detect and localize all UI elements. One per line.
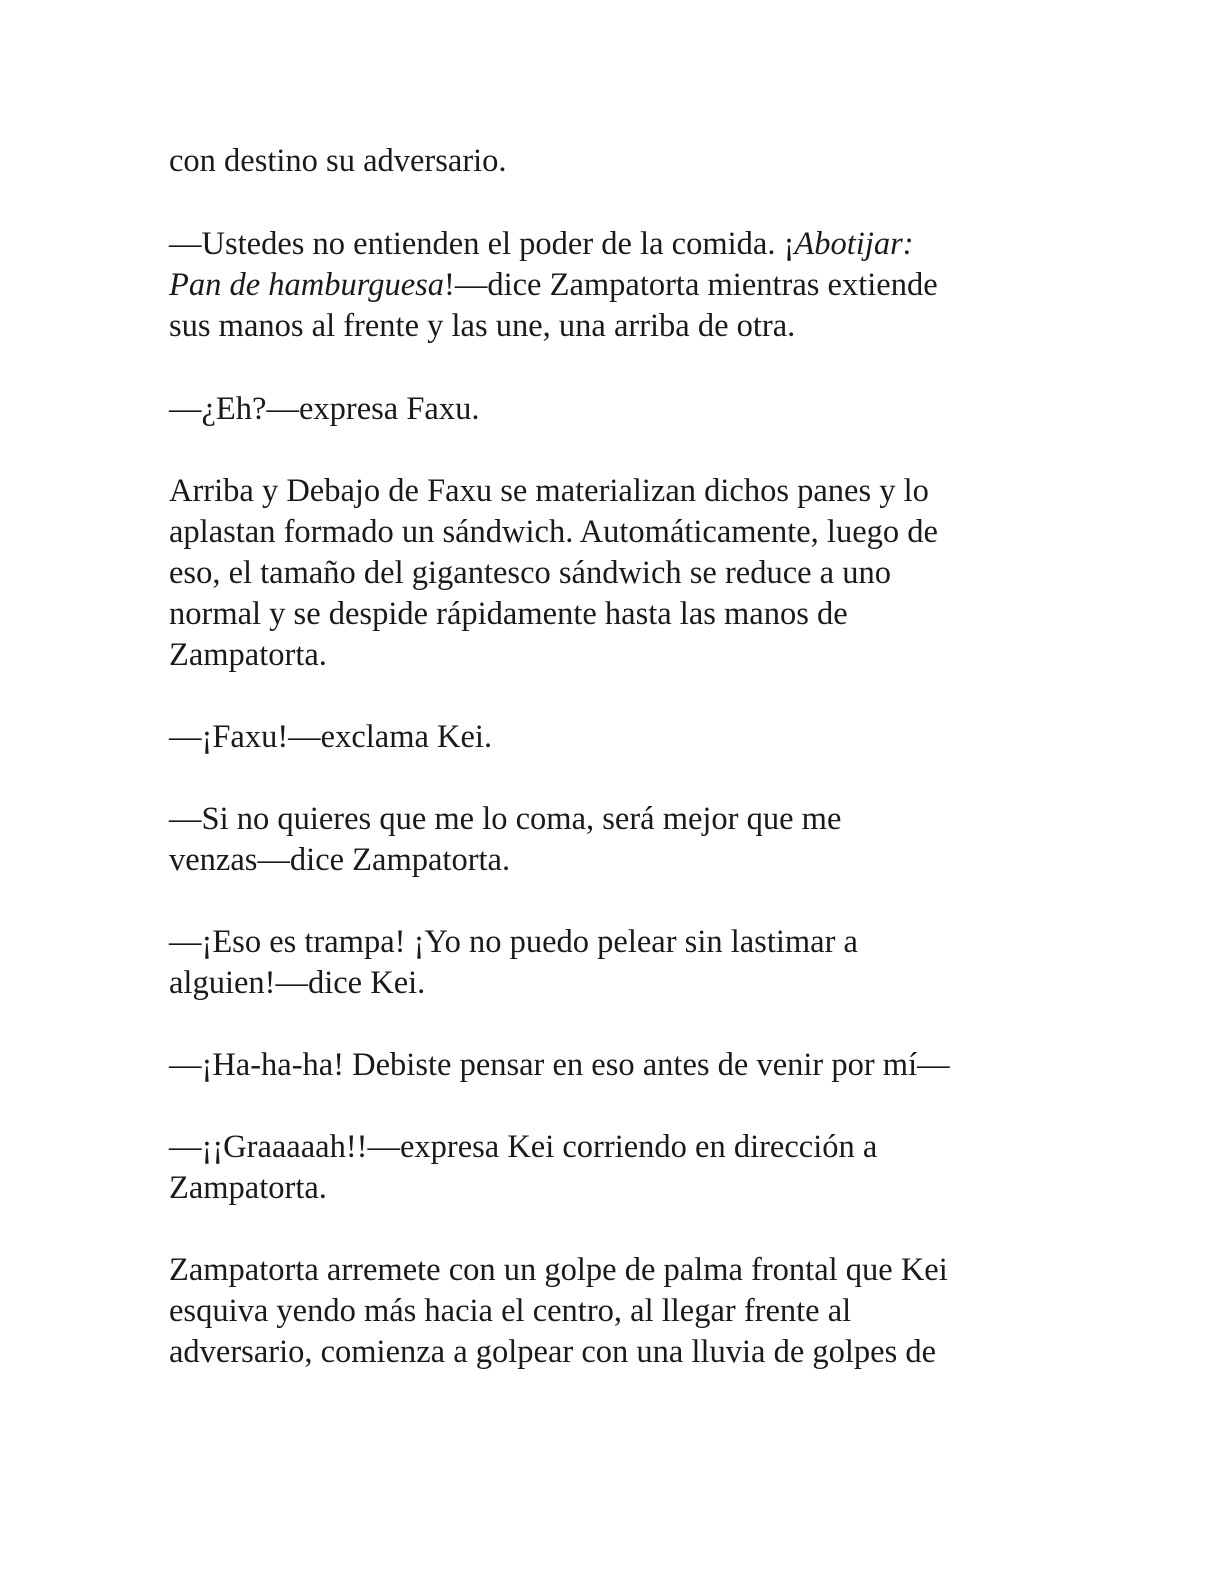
text-line: sus manos al frente y las une, una arriba de otra. [169,308,796,344]
text-line: —Si no quieres que me lo coma, será mejor que me [169,801,842,837]
text-line: —¿Eh?—expresa Faxu. [169,391,480,427]
italic-text-span: Abotijar: [794,226,914,262]
paragraph [169,1250,948,1373]
text-span: !—dice Zampatorta mientras extiende [444,267,938,303]
text-line: venzas—dice Zampatorta. [169,842,511,878]
text-line: —¡Eso es trampa! ¡Yo no puedo pelear sin lastimar a [169,924,858,960]
text-line: —¡Faxu!—exclama Kei. [169,719,493,755]
paragraph [169,224,938,347]
italic-text-span: Pan de hamburguesa [169,267,445,303]
paragraph [169,389,479,430]
text-line: —¡Ha-ha-ha! Debiste pensar en eso antes de venir por mí— [169,1047,950,1083]
text-line: eso, el tamaño del gigantesco sándwich se reduce a uno [169,555,891,591]
text-line: Zampatorta. [169,1170,327,1206]
text-line: esquiva yendo más hacia el centro, al llegar frente al [169,1293,852,1329]
text-line: aplastan formado un sándwich. Automáticamente, luego de [169,514,938,550]
paragraph [169,1127,877,1209]
paragraph [169,922,858,1004]
paragraph [169,471,938,676]
text-line [169,265,938,306]
text-line: alguien!—dice Kei. [169,965,426,1001]
paragraph [169,799,841,881]
text-line: con destino su adversario. [169,143,507,179]
paragraph [169,141,507,182]
text-line: Arriba y Debajo de Faxu se materializan dichos panes y lo [169,473,929,509]
text-line: adversario, comienza a golpear con una lluvia de golpes de [169,1334,937,1370]
text-line: normal y se despide rápidamente hasta las manos de [169,596,848,632]
text-line [169,224,938,265]
paragraph [169,1045,950,1086]
text-line: Zampatorta. [169,637,327,673]
text-line: —¡¡Graaaaah!!—expresa Kei corriendo en dirección a [169,1129,878,1165]
paragraph [169,717,492,758]
text-span: —Ustedes no entienden el poder de la comida. ¡ [169,226,795,262]
text-line: Zampatorta arremete con un golpe de palma frontal que Kei [169,1252,948,1288]
